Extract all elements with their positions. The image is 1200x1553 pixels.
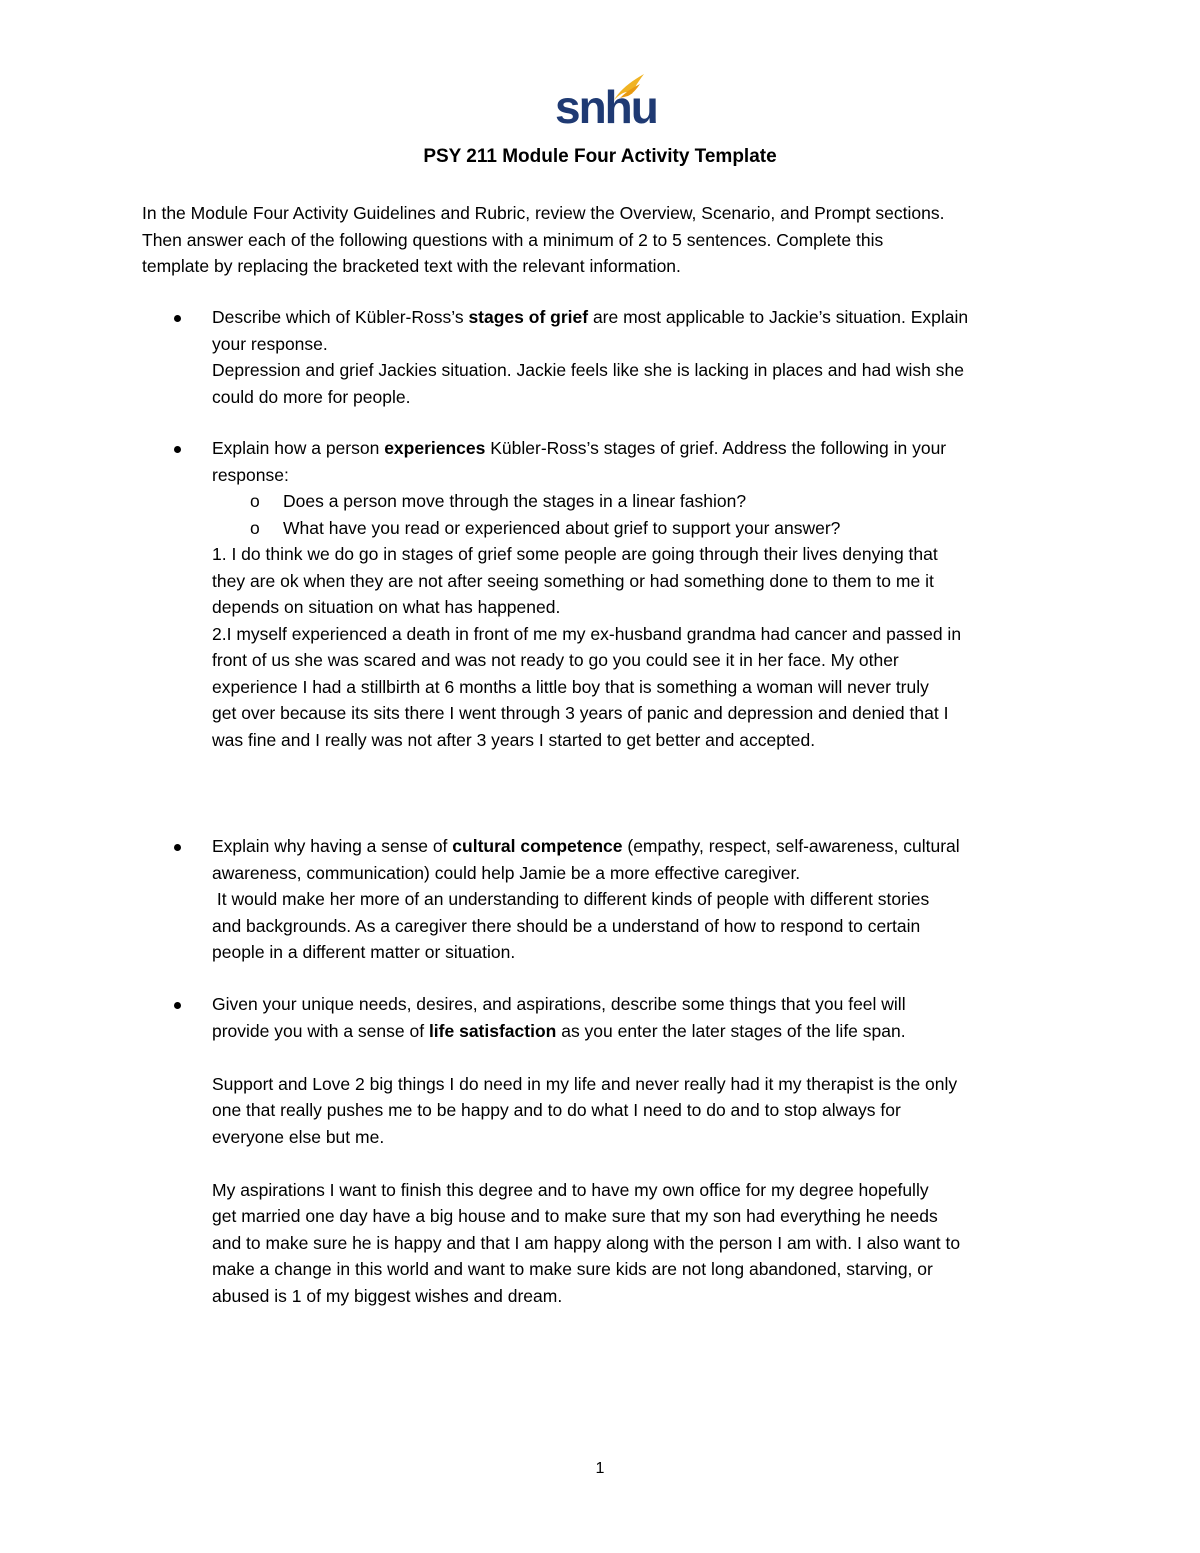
prompt-text: Kübler-Ross’s stages of grief. Address the following in your	[485, 438, 947, 458]
sub-item	[212, 515, 1072, 542]
question-prompt-line: Given your unique needs, desires, and aspirations, describe some things that you feel will	[212, 994, 906, 1014]
page-title: PSY 211 Module Four Activity Template	[423, 146, 777, 167]
snhu-logo	[555, 72, 657, 133]
bullet-icon	[174, 844, 181, 851]
question-prompt-line: your response.	[212, 333, 328, 354]
answer-line: could do more for people.	[212, 386, 411, 407]
intro-paragraph	[142, 200, 1062, 280]
intro-line: In the Module Four Activity Guidelines and Rubric, review the Overview, Scenario, and Prompt sections.	[142, 203, 945, 223]
prompt-emphasis: stages of grief	[468, 307, 589, 327]
answer-line: My aspirations I want to finish this degree and to have my own office for my degree hopefully	[212, 1179, 929, 1200]
logo-wordmark: snhu	[555, 81, 657, 133]
answer-line: depends on situation on what has happened.	[212, 597, 561, 617]
answer-line: and to make sure he is happy and that I am happy along with the person I am with. I also want to	[212, 1232, 961, 1253]
answer-line: they are ok when they are not after seeing something or had something done to them to me it	[212, 570, 934, 591]
prompt-text: (empathy, respect, self-awareness, cultural	[622, 836, 960, 856]
question-prompt-line: response:	[212, 464, 289, 485]
answer-line: abused is 1 of my biggest wishes and dream.	[212, 1285, 563, 1306]
intro-line: Then answer each of the following questions with a minimum of 2 to 5 sentences. Complete this	[142, 229, 884, 250]
answer-line: get married one day have a big house and to make sure that my son had everything he needs	[212, 1206, 938, 1226]
answer-line: front of us she was scared and was not ready to go you could see it in her face. My other	[212, 650, 899, 670]
question-prompt-line: awareness, communication) could help Jamie be a more effective caregiver.	[212, 862, 801, 883]
bullet-icon	[174, 446, 181, 453]
question-2	[212, 435, 1072, 753]
answer-line: people in a different matter or situation.	[212, 942, 516, 962]
answer-line: one that really pushes me to be happy and to do what I need to do and to stop always for	[212, 1100, 901, 1120]
answer-line: was fine and I really was not after 3 years I started to get better and accepted.	[212, 729, 816, 750]
answer-line: everyone else but me.	[212, 1126, 385, 1147]
prompt-text: as you enter the later stages of the life span.	[556, 1020, 906, 1041]
prompt-emphasis: experiences	[384, 438, 486, 458]
answer-line: make a change in this world and want to make sure kids are not long abandoned, starving, or	[212, 1259, 933, 1279]
question-4	[212, 991, 1072, 1309]
prompt-text: Explain why having a sense of	[212, 836, 453, 856]
answer-line: and backgrounds. As a caregiver there should be a understand of how to respond to certain	[212, 915, 921, 936]
question-prompt	[212, 435, 1072, 462]
sub-item-text: What have you read or experienced about grief to support your answer?	[283, 517, 841, 538]
prompt-text: Explain how a person	[212, 438, 385, 458]
intro-line: template by replacing the bracketed text with the relevant information.	[142, 256, 681, 276]
bullet-icon	[174, 315, 181, 322]
answer-line: 1. I do think we do go in stages of grief some people are going through their lives denying that	[212, 544, 938, 564]
answer-line: experience I had a stillbirth at 6 months a little boy that is something a woman will never truly	[212, 676, 929, 697]
prompt-text: Describe which of Kübler-Ross’s	[212, 307, 469, 327]
answer-line: get over because its sits there I went through 3 years of panic and depression and denied that I	[212, 703, 949, 723]
prompt-text: are most applicable to Jackie’s situation. Explain	[588, 307, 969, 327]
question-prompt	[212, 833, 1072, 860]
circle-bullet-icon: o	[250, 517, 260, 538]
prompt-emphasis: cultural competence	[452, 836, 623, 856]
answer-line: It would make her more of an understanding to different kinds of people with different stories	[212, 889, 930, 909]
sub-item	[212, 488, 1072, 515]
question-prompt	[212, 1018, 1072, 1045]
sub-item-text: Does a person move through the stages in a linear fashion?	[283, 491, 747, 511]
answer-line: Depression and grief Jackies situation. Jackie feels like she is lacking in places and had wish she	[212, 360, 964, 380]
circle-bullet-icon: o	[250, 491, 260, 511]
answer-line: 2.I myself experienced a death in front of me my ex-husband grandma had cancer and passed in	[212, 623, 962, 644]
prompt-text: provide you with a sense of	[212, 1020, 429, 1041]
bullet-icon	[174, 1002, 181, 1009]
question-1	[212, 304, 1072, 410]
question-prompt	[212, 304, 1072, 331]
page-number: 1	[595, 1460, 605, 1477]
question-3	[212, 833, 1072, 966]
answer-line: Support and Love 2 big things I do need in my life and never really had it my therapist is the only	[212, 1073, 958, 1094]
prompt-emphasis: life satisfaction	[428, 1020, 557, 1041]
